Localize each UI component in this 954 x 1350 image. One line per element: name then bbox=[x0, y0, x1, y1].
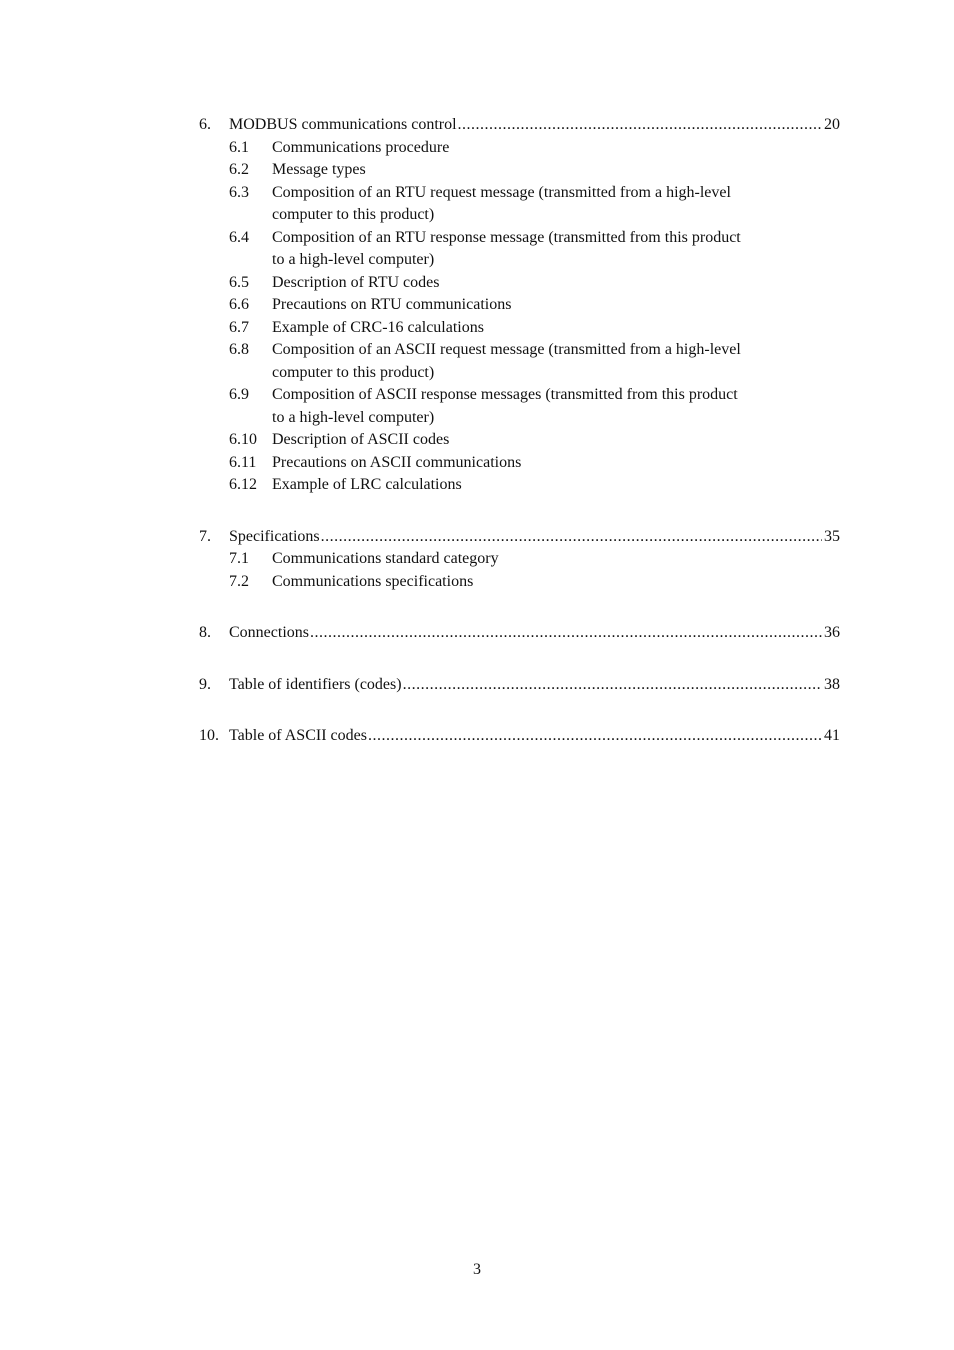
subsection-number: 6.3 bbox=[229, 183, 249, 201]
subsection-number: 6.12 bbox=[229, 476, 257, 493]
subsection-title-line: Message types bbox=[272, 161, 366, 178]
section-page-number: 35 bbox=[824, 527, 840, 545]
subsection-number: 7.1 bbox=[229, 550, 249, 567]
subsection-number: 6.1 bbox=[229, 138, 249, 156]
subsection-title-line: Example of CRC-16 calculations bbox=[272, 318, 484, 336]
subsection-title bbox=[272, 548, 772, 571]
subsection-title bbox=[272, 429, 772, 452]
subsection-number: 6.8 bbox=[229, 341, 249, 358]
section-number: 10. bbox=[199, 727, 219, 744]
subsection-number: 6.6 bbox=[229, 296, 249, 313]
toc-entry[interactable] bbox=[199, 622, 840, 645]
toc-entry[interactable] bbox=[199, 725, 840, 748]
subsection-title bbox=[272, 272, 772, 295]
toc-subentry[interactable] bbox=[199, 272, 840, 295]
toc-section bbox=[199, 114, 840, 497]
section-number: 7. bbox=[199, 527, 211, 545]
section-page-number: 41 bbox=[824, 727, 840, 744]
toc-subentry[interactable] bbox=[199, 474, 840, 497]
toc-entry[interactable] bbox=[199, 674, 840, 697]
subsection-title-line: to a high-level computer) bbox=[272, 251, 435, 268]
table-of-contents bbox=[199, 114, 840, 748]
subsection-title bbox=[272, 452, 772, 475]
section-number: 9. bbox=[199, 675, 211, 693]
subsection-title-line: computer to this product) bbox=[272, 206, 435, 223]
subsection-title-line: Example of LRC calculations bbox=[272, 476, 462, 493]
section-spacer bbox=[199, 497, 840, 526]
section-title: MODBUS communications control bbox=[229, 116, 457, 133]
subsection-title bbox=[272, 137, 772, 160]
section-title: Table of identifiers (codes) bbox=[229, 675, 402, 693]
subsection-number: 6.10 bbox=[229, 431, 257, 448]
dot-leader bbox=[310, 622, 822, 645]
subsection-title-line: Precautions on ASCII communications bbox=[272, 453, 522, 471]
subsection-title-line: Composition of an ASCII request message (transmitted from a high-level bbox=[272, 341, 741, 358]
dot-leader bbox=[458, 114, 822, 137]
toc-subentry[interactable] bbox=[199, 317, 840, 340]
section-page-number: 38 bbox=[824, 675, 840, 693]
subsection-title bbox=[272, 339, 772, 384]
subsection-title bbox=[272, 159, 772, 182]
subsection-title bbox=[272, 317, 772, 340]
toc-subentry[interactable] bbox=[199, 548, 840, 571]
subsection-title-line: Communications standard category bbox=[272, 550, 499, 567]
page-number: 3 bbox=[473, 1261, 481, 1278]
subsection-number: 6.7 bbox=[229, 318, 249, 336]
subsection-title bbox=[272, 294, 772, 317]
toc-section bbox=[199, 526, 840, 594]
toc-section bbox=[199, 622, 840, 645]
subsection-number: 6.2 bbox=[229, 161, 249, 178]
subsection-title-line: Composition of ASCII response messages (transmitted from this product bbox=[272, 386, 738, 403]
subsection-number: 6.11 bbox=[229, 453, 257, 471]
section-title: Table of ASCII codes bbox=[229, 727, 367, 744]
subsection-title-line: Communications procedure bbox=[272, 138, 450, 156]
dot-leader bbox=[403, 674, 822, 697]
section-spacer bbox=[199, 696, 840, 725]
toc-subentry[interactable] bbox=[199, 294, 840, 317]
toc-subentry[interactable] bbox=[199, 339, 840, 384]
section-page-number: 36 bbox=[824, 624, 840, 641]
toc-subentry[interactable] bbox=[199, 137, 840, 160]
subsection-title bbox=[272, 227, 772, 272]
subsection-title-line: Composition of an RTU response message (transmitted from this product bbox=[272, 228, 741, 246]
toc-entry[interactable] bbox=[199, 114, 840, 137]
subsection-title bbox=[272, 474, 772, 497]
toc-subentry[interactable] bbox=[199, 571, 840, 594]
subsection-number: 7.2 bbox=[229, 572, 249, 590]
toc-subentry[interactable] bbox=[199, 227, 840, 272]
toc-section bbox=[199, 674, 840, 697]
section-number: 8. bbox=[199, 624, 211, 641]
subsection-title-line: Precautions on RTU communications bbox=[272, 296, 512, 313]
toc-entry[interactable] bbox=[199, 526, 840, 549]
toc-subentry[interactable] bbox=[199, 384, 840, 429]
toc-subentry[interactable] bbox=[199, 182, 840, 227]
subsection-title-line: Description of ASCII codes bbox=[272, 431, 450, 448]
section-page-number: 20 bbox=[824, 116, 840, 133]
toc-subentry[interactable] bbox=[199, 452, 840, 475]
section-title: Connections bbox=[229, 624, 309, 641]
section-title: Specifications bbox=[229, 527, 320, 545]
subsection-title bbox=[272, 571, 772, 594]
subsection-title-line: to a high-level computer) bbox=[272, 408, 435, 426]
subsection-title-line: Communications specifications bbox=[272, 572, 474, 590]
dot-leader bbox=[368, 725, 822, 748]
dot-leader bbox=[321, 526, 822, 549]
subsection-number: 6.5 bbox=[229, 273, 249, 291]
section-spacer bbox=[199, 593, 840, 622]
section-spacer bbox=[199, 645, 840, 674]
subsection-title bbox=[272, 384, 772, 429]
subsection-number: 6.9 bbox=[229, 386, 249, 403]
section-number: 6. bbox=[199, 116, 211, 133]
subsection-title-line: computer to this product) bbox=[272, 363, 435, 381]
toc-subentry[interactable] bbox=[199, 159, 840, 182]
subsection-title-line: Description of RTU codes bbox=[272, 273, 440, 291]
subsection-title-line: Composition of an RTU request message (transmitted from a high-level bbox=[272, 183, 731, 201]
subsection-number: 6.4 bbox=[229, 228, 249, 246]
subsection-title bbox=[272, 182, 772, 227]
toc-section bbox=[199, 725, 840, 748]
toc-subentry[interactable] bbox=[199, 429, 840, 452]
